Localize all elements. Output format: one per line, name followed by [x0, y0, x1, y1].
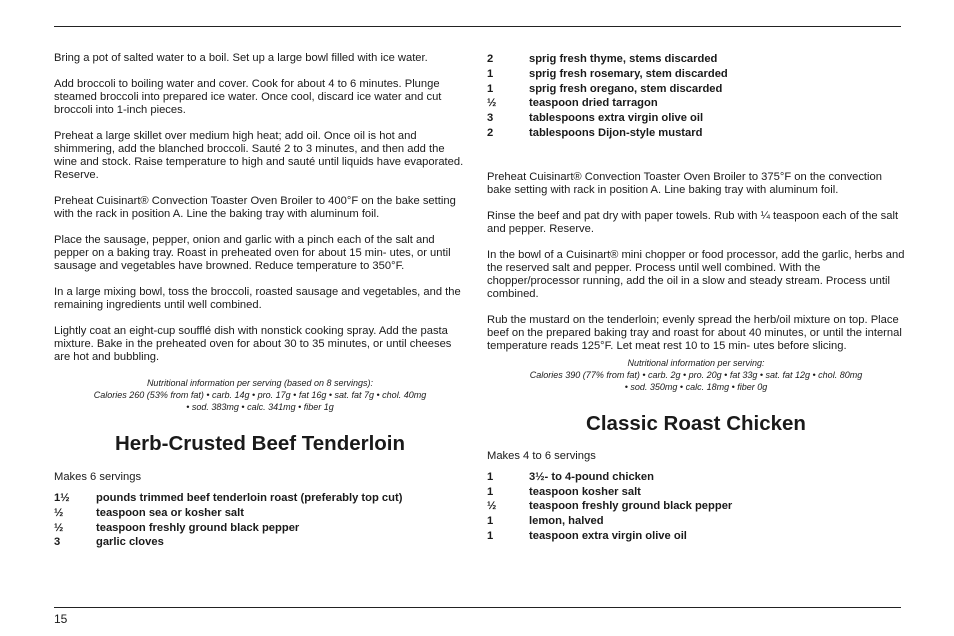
nutrition-line: • sod. 350mg • calc. 18mg • fiber 0g: [624, 381, 768, 392]
paragraph: Rub the mustard on the tenderloin; evenly spread the herb/oil mixture on top. Place beef on the prepared baking tray and roast for about 40 minutes, or until the internal temperature reads 125°F. Let meat rest 10 to 15 min- utes before slicing.: [487, 313, 902, 352]
nutrition-line: Nutritional information per serving (based on 8 servings):: [146, 378, 374, 388]
paragraph: Add broccoli to boiling water and cover. Cook for about 4 to 6 minutes. Plunge steamed broccoli into prepared ice water. Once cool, discard ice water and cut broccoli into 1-inch pieces.: [54, 78, 442, 116]
nutrition-info: [54, 377, 466, 413]
ingredient-row: [487, 470, 905, 485]
ingredient-row: [487, 485, 905, 500]
ingredient-qty: 1: [487, 470, 494, 483]
ingredient-row: [54, 535, 466, 550]
ingredient-item: teaspoon freshly ground black pepper: [529, 500, 733, 513]
right-column: [487, 52, 905, 544]
ingredient-row: [54, 506, 466, 521]
paragraph: Bring a pot of salted water to a boil. Set up a large bowl filled with ice water.: [54, 52, 428, 64]
nutrition-info: [487, 357, 905, 393]
ingredient-row: [487, 52, 905, 67]
ingredient-qty: 1½: [54, 492, 70, 504]
ingredient-row: [487, 499, 905, 514]
ingredient-qty: 3: [54, 536, 61, 549]
ingredient-item: sprig fresh thyme, stems discarded: [529, 53, 718, 65]
ingredient-qty: 3: [487, 112, 494, 125]
bottom-rule: [54, 607, 901, 608]
ingredient-qty: ½: [54, 521, 64, 534]
ingredient-item: teaspoon freshly ground black pepper: [96, 521, 300, 534]
nutrition-line: Nutritional information per serving:: [627, 357, 765, 368]
recipe-title: Classic Roast Chicken: [586, 411, 806, 435]
servings: Makes 4 to 6 servings: [487, 449, 596, 462]
ingredient-row: [54, 491, 466, 506]
ingredient-item: teaspoon dried tarragon: [529, 97, 658, 110]
paragraph: Lightly coat an eight-cup soufflé dish with nonstick cooking spray. Add the pasta mixture. Bake in the preheated oven for about 30 to 35 minutes, or until cheeses are hot and bubbling.: [54, 325, 452, 363]
paragraph: Preheat Cuisinart® Convection Toaster Oven Broiler to 400°F on the bake setting with the rack in position A. Line the baking tray with aluminum foil.: [54, 195, 456, 220]
ingredient-list: [54, 491, 466, 550]
ingredient-item: teaspoon sea or kosher salt: [96, 506, 244, 519]
ingredient-qty: 2: [487, 126, 494, 139]
paragraph: Rinse the beef and pat dry with paper towels. Rub with ¼ teaspoon each of the salt and pepper. Reserve.: [487, 209, 899, 235]
paragraph: In a large mixing bowl, toss the broccoli, roasted sausage and vegetables, and the remaining ingredients until well combined.: [54, 286, 461, 311]
ingredient-qty: 1: [487, 82, 494, 95]
ingredient-item: teaspoon extra virgin olive oil: [529, 529, 687, 542]
ingredient-row: [487, 529, 905, 544]
ingredient-qty: ½: [54, 506, 64, 519]
paragraph: Preheat Cuisinart® Convection Toaster Oven Broiler to 375°F on the convection bake setting with rack in position A. Line baking tray with aluminum foil.: [487, 170, 882, 196]
ingredient-row: [54, 521, 466, 536]
ingredient-item: garlic cloves: [96, 536, 164, 549]
ingredient-item: 3½- to 4-pound chicken: [529, 470, 654, 483]
ingredient-item: tablespoons Dijon-style mustard: [529, 126, 703, 139]
ingredient-row: [487, 126, 905, 141]
ingredient-row: [487, 111, 905, 126]
ingredient-row: [487, 67, 905, 82]
ingredient-list: [487, 52, 905, 141]
ingredient-qty: 1: [487, 529, 494, 542]
ingredient-row: [487, 514, 905, 529]
ingredient-row: [487, 96, 905, 111]
paragraph: Preheat a large skillet over medium high heat; add oil. Once oil is hot and shimmering, add the blanched broccoli. Sauté 2 to 3 minutes, and then add the wine and stock. Raise temperature to high and sauté until liquids have evaporated. Reserve.: [54, 130, 464, 181]
paragraph: In the bowl of a Cuisinart® mini chopper or food processor, add the garlic, herbs and the reserved salt and pepper. Process until well combined. With the chopper/processor running, add the oil in a slow and steady stream. Process until combined.: [487, 248, 905, 300]
ingredient-qty: 2: [487, 53, 494, 65]
ingredient-item: sprig fresh rosemary, stem discarded: [529, 67, 728, 80]
ingredient-item: pounds trimmed beef tenderloin roast (preferably top cut): [96, 492, 403, 504]
top-rule: [54, 26, 901, 27]
recipe-title: Herb-Crusted Beef Tenderloin: [114, 432, 406, 455]
ingredient-qty: ½: [487, 97, 497, 110]
ingredient-list: [487, 470, 905, 544]
nutrition-line: Calories 390 (77% from fat) • carb. 2g • pro. 20g • fat 33g • sat. fat 12g • chol. 80mg: [529, 369, 863, 380]
ingredient-item: sprig fresh oregano, stem discarded: [529, 82, 723, 95]
ingredient-qty: ½: [487, 500, 497, 513]
ingredient-row: [487, 82, 905, 97]
nutrition-line: • sod. 383mg • calc. 341mg • fiber 1g: [186, 402, 334, 412]
ingredient-qty: 1: [487, 515, 494, 528]
nutrition-line: Calories 260 (53% from fat) • carb. 14g • pro. 17g • fat 16g • sat. fat 7g • chol. 40mg: [93, 390, 427, 400]
left-column: [54, 52, 466, 550]
servings: Makes 6 servings: [54, 471, 142, 483]
paragraph: Place the sausage, pepper, onion and garlic with a pinch each of the salt and pepper on a baking tray. Roast in preheated oven for about 15 min- utes, or until sausage and vegetables have browned. Reduce temperature to 350°F.: [54, 234, 451, 272]
ingredient-item: lemon, halved: [529, 515, 604, 528]
page-number: 15: [54, 612, 68, 626]
ingredient-item: tablespoons extra virgin olive oil: [529, 112, 704, 125]
ingredient-qty: 1: [487, 67, 494, 80]
ingredient-item: teaspoon kosher salt: [529, 485, 641, 498]
ingredient-qty: 1: [487, 485, 494, 498]
